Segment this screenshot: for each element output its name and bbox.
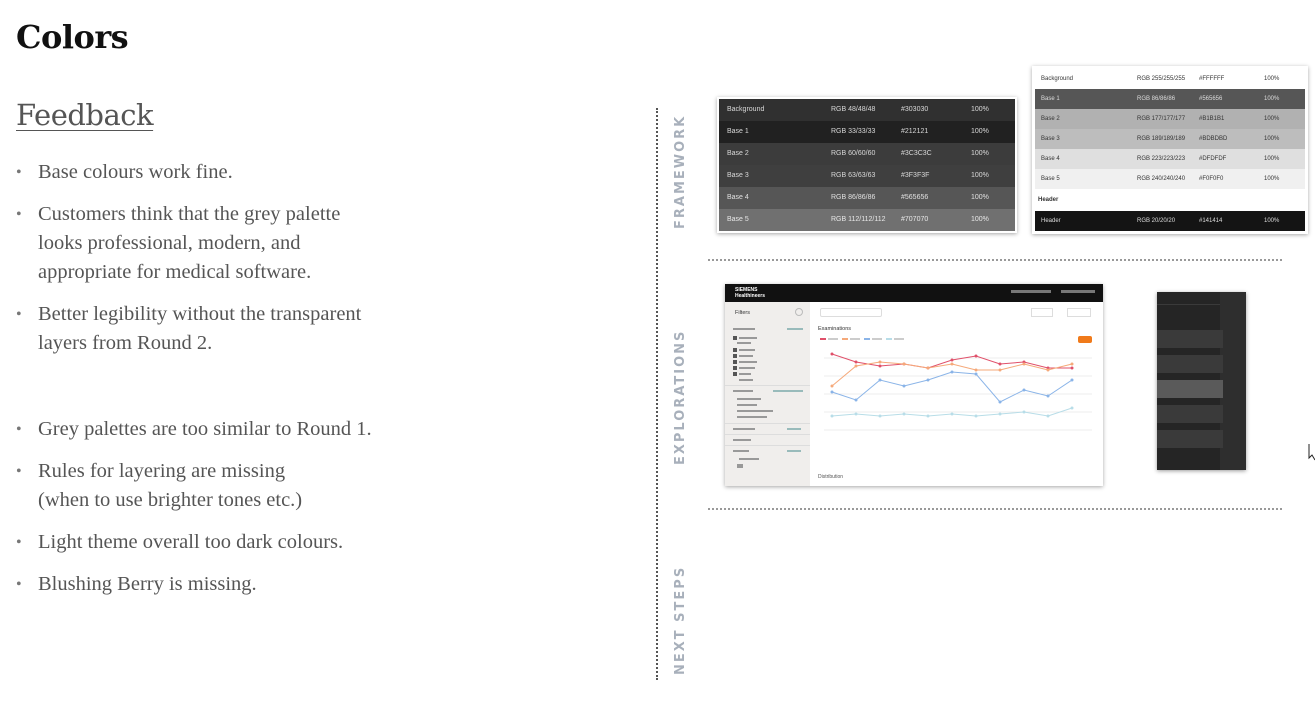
palette-hex: #565656 <box>901 194 929 201</box>
palette-row <box>719 187 1015 209</box>
page-title: Colors <box>16 18 129 56</box>
feedback-item-text: Better legibility without the transparent layers from Round 2. <box>38 303 362 354</box>
palette-rgb: RGB 86/86/86 <box>1137 96 1176 102</box>
dashboard-topbar <box>725 284 1103 302</box>
palette-rgb: RGB 223/223/223 <box>1137 156 1186 162</box>
palette-name: Base 4 <box>1041 156 1060 162</box>
filter-options <box>725 324 810 486</box>
bullet-icon: • <box>16 576 22 593</box>
palette-row <box>719 121 1015 143</box>
feedback-item <box>16 457 436 515</box>
feedback-item-text: Blushing Berry is missing. <box>38 573 257 595</box>
bullet-icon: • <box>16 463 22 480</box>
palette-row <box>1035 149 1305 169</box>
palette-hex: #707070 <box>901 216 929 223</box>
feedback-item <box>16 528 436 557</box>
positive-feedback-list <box>16 158 436 371</box>
framework-label: FRAMEWORK <box>673 114 688 229</box>
feedback-item-text: Light theme overall too dark colours. <box>38 531 344 553</box>
palette-row <box>1035 89 1305 109</box>
palette-name: Base 2 <box>1041 116 1060 122</box>
palette-hex: #565656 <box>1199 96 1223 102</box>
palette-name: Base 3 <box>1041 136 1060 142</box>
palette-rgb: RGB 177/177/177 <box>1137 116 1186 122</box>
palette-name: Base 4 <box>727 194 749 201</box>
feedback-item-text: Grey palettes are too similar to Round 1. <box>38 418 372 440</box>
palette-name: Base 1 <box>727 128 749 135</box>
siemens-logo: SIEMENS Healthineers <box>735 287 766 299</box>
dashboard-filter-sidebar <box>725 302 810 486</box>
palette-opacity: 100% <box>1264 218 1280 224</box>
palette-row <box>1035 129 1305 149</box>
bullet-icon: • <box>16 534 22 551</box>
palette-opacity: 100% <box>971 172 989 179</box>
feedback-item-text: Rules for layering are missing (when to use brighter tones etc.) <box>38 460 303 511</box>
feedback-item <box>16 415 436 444</box>
palette-row <box>1035 69 1305 89</box>
filters-label: Filters <box>735 310 750 316</box>
feedback-heading: Feedback <box>16 98 154 132</box>
palette-rgb: RGB 60/60/60 <box>831 150 876 157</box>
negative-feedback-list <box>16 415 436 612</box>
palette-hex: #3F3F3F <box>901 172 930 179</box>
palette-row <box>1035 109 1305 129</box>
feedback-item-text: Base colours work fine. <box>38 161 233 183</box>
palette-name: Base 5 <box>727 216 749 223</box>
palette-opacity: 100% <box>1264 176 1280 182</box>
palette-rgb: RGB 189/189/189 <box>1137 136 1186 142</box>
palette-row <box>719 99 1015 121</box>
examinations-line-chart <box>810 334 1103 464</box>
palette-hex: #DFDFDF <box>1199 156 1227 162</box>
next-steps-label: NEXT STEPS <box>673 565 688 675</box>
palette-row <box>719 209 1015 231</box>
palette-rgb: RGB 112/112/112 <box>831 216 886 223</box>
dashboard-exploration-screenshot <box>725 284 1103 486</box>
palette-rgb: RGB 63/63/63 <box>831 172 876 179</box>
palette-row <box>1035 211 1305 231</box>
palette-hex: #141414 <box>1199 218 1223 224</box>
palette-rgb: RGB 240/240/240 <box>1137 176 1186 182</box>
palette-name: Base 5 <box>1041 176 1060 182</box>
palette-opacity: 100% <box>1264 156 1280 162</box>
palette-rgb: RGB 86/86/86 <box>831 194 876 201</box>
dark-theme-exploration-screenshot <box>1157 292 1246 470</box>
palette-row <box>719 165 1015 187</box>
bullet-icon: • <box>16 421 22 438</box>
palette-opacity: 100% <box>971 194 989 201</box>
dark-palette-table <box>717 97 1017 233</box>
explorations-label: EXPLORATIONS <box>673 329 688 465</box>
palette-name: Base 3 <box>727 172 749 179</box>
bullet-icon: • <box>16 206 22 223</box>
palette-opacity: 100% <box>971 106 989 113</box>
palette-rgb: RGB 33/33/33 <box>831 128 876 135</box>
feedback-item-text: Customers think that the grey palette looks professional, modern, and appropriate for medical software. <box>38 203 341 283</box>
palette-opacity: 100% <box>1264 76 1280 82</box>
distribution-label: Distribution <box>818 474 844 480</box>
palette-hex: #303030 <box>901 106 929 113</box>
palette-rgb: RGB 48/48/48 <box>831 106 876 113</box>
palette-opacity: 100% <box>1264 96 1280 102</box>
palette-opacity: 100% <box>1264 136 1280 142</box>
palette-name: Base 2 <box>727 150 749 157</box>
light-palette-table <box>1032 66 1308 234</box>
palette-row <box>1035 169 1305 189</box>
dashboard-main <box>810 302 1103 486</box>
palette-opacity: 100% <box>971 150 989 157</box>
palette-name: Background <box>727 106 765 113</box>
palette-rgb: RGB 255/255/255 <box>1137 76 1186 82</box>
palette-opacity: 100% <box>971 128 989 135</box>
palette-hex: #212121 <box>901 128 929 135</box>
examinations-title: Examinations <box>818 326 852 332</box>
feedback-item <box>16 158 436 187</box>
palette-opacity: 100% <box>1264 116 1280 122</box>
bullet-icon: • <box>16 164 22 181</box>
header-section-label: Header <box>1038 197 1059 203</box>
palette-name: Base 1 <box>1041 96 1060 102</box>
section-divider-2 <box>708 508 1282 510</box>
mouse-cursor-icon <box>1308 443 1315 461</box>
palette-row <box>719 143 1015 165</box>
palette-name: Background <box>1041 76 1074 82</box>
palette-opacity: 100% <box>971 216 989 223</box>
palette-name: Header <box>1041 218 1061 224</box>
bullet-icon: • <box>16 306 22 323</box>
palette-hex: #F0F0F0 <box>1199 176 1224 182</box>
feedback-item <box>16 300 436 358</box>
palette-hex: #FFFFFF <box>1199 76 1225 82</box>
feedback-item <box>16 570 436 599</box>
section-divider-vertical <box>656 108 658 680</box>
palette-hex: #B1B1B1 <box>1199 116 1225 122</box>
palette-hex: #3C3C3C <box>901 150 932 157</box>
palette-hex: #BDBDBD <box>1199 136 1228 142</box>
feedback-item <box>16 200 436 287</box>
section-divider-1 <box>708 259 1282 261</box>
palette-rgb: RGB 20/20/20 <box>1137 218 1176 224</box>
